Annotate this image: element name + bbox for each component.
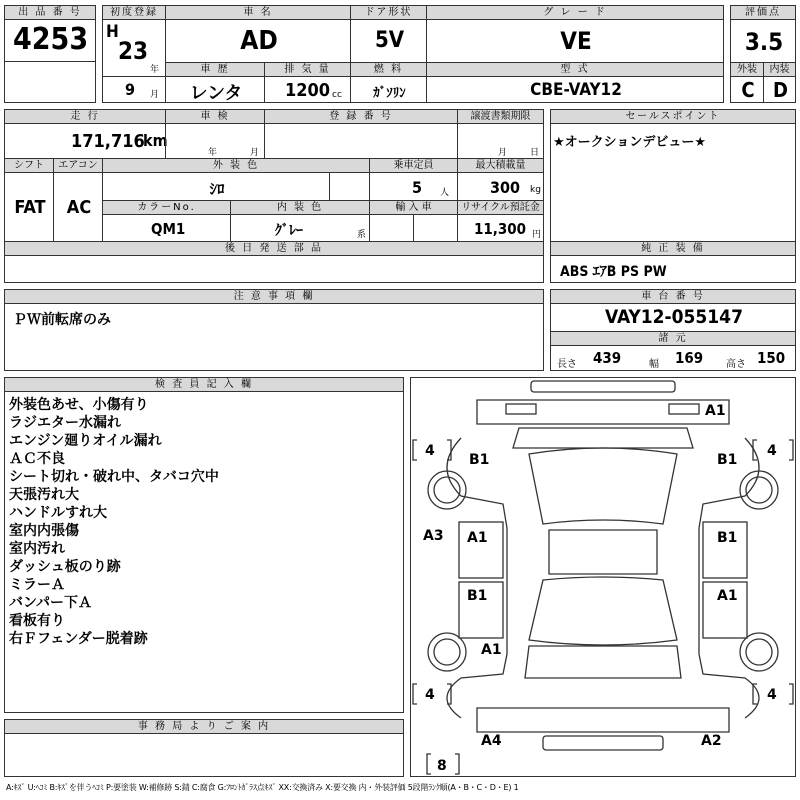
sales-point-cell — [550, 123, 796, 242]
capacity-header: 乗車定員 — [369, 158, 458, 173]
import-header: 輸 入 車 — [369, 200, 458, 215]
mileage: 171,716 — [71, 131, 145, 152]
mark-left-rear-door: B1 — [467, 588, 488, 604]
color-no: QM1 — [151, 220, 186, 238]
model-cell — [426, 76, 724, 103]
capacity: 5 — [412, 178, 423, 197]
ext-color: ｼﾛ — [209, 180, 225, 198]
recycle-header: リサイクル預託金 — [457, 200, 544, 215]
exterior-grade-cell — [730, 76, 764, 103]
lot-no-header: 出 品 番 号 — [4, 5, 96, 20]
interior-header: 内装 — [763, 62, 796, 77]
legend: A:ｷｽﾞ U:ﾍｺﾐ B:ｷｽﾞを伴うﾍｺﾐ P:要塗装 W:補修跡 S:錆 C:腐食 G:ﾌﾛﾝﾄｶﾞﾗｽ点ｷｽﾞ XX:交換済み X:要交換 内・外装評価 5段階ﾗﾝｸ順(A・B・C・D・E) 1 — [6, 783, 519, 792]
mark-right-front-fender: B1 — [717, 452, 738, 468]
mark-left-rear-fender: A1 — [481, 642, 502, 658]
rear-bumper-outline — [477, 708, 729, 732]
rear-glass-outline — [529, 577, 677, 645]
first-reg-header: 初度登録 — [102, 5, 166, 20]
first-reg-month-cell — [102, 76, 166, 103]
model: CBE-VAY12 — [530, 80, 622, 100]
tailgate-outline — [525, 646, 681, 678]
month-unit: 月 — [150, 90, 160, 100]
tire-right-front: 4 — [767, 443, 777, 459]
caution-cell — [4, 303, 544, 371]
transfer-deadline-cell — [457, 123, 544, 159]
front-grille-outline — [506, 404, 536, 414]
tire-left-front: 4 — [425, 443, 435, 459]
history-header: 車 歴 — [165, 62, 265, 77]
deadline-day-unit: 日 — [530, 148, 540, 158]
history-cell — [165, 76, 265, 103]
interior-grade-cell — [763, 76, 796, 103]
front-plate-outline — [531, 381, 675, 392]
color-no-cell — [102, 214, 231, 242]
mark-left-front-door: A1 — [467, 530, 488, 546]
mileage-unit: km — [143, 131, 168, 150]
inspector-note: エンジン廻りオイル漏れ — [9, 433, 162, 449]
ext-color-extra-cell — [329, 172, 370, 201]
inspector-note: 外装色あせ、小傷有り — [9, 397, 149, 413]
inspector-notes-cell — [4, 391, 404, 713]
width: 169 — [675, 349, 704, 367]
mileage-cell — [4, 123, 166, 159]
displacement-unit: cc — [332, 90, 342, 100]
fuel: ｶﾞｿﾘﾝ — [373, 86, 406, 101]
roof-outline — [549, 530, 657, 574]
int-color-unit: 系 — [357, 230, 367, 240]
inspector-note: ミラーＡ — [9, 577, 65, 593]
sales-point: ★オークションデビュー★ — [553, 135, 707, 150]
length: 439 — [593, 349, 622, 367]
later-parts-header: 後 日 発 送 部 品 — [4, 241, 544, 256]
door-cell — [350, 19, 427, 63]
car-name-cell — [165, 19, 351, 63]
door-header: ドア形状 — [350, 5, 427, 20]
import-cell-a — [369, 214, 414, 242]
transfer-deadline-header: 譲渡書類期限 — [457, 109, 544, 124]
shift-header: シフト — [4, 158, 54, 173]
capacity-unit: 人 — [440, 188, 450, 198]
car-diagram-panel — [410, 377, 796, 777]
caution-header: 注 意 事 項 欄 — [4, 289, 544, 304]
import-cell-b — [413, 214, 458, 242]
mileage-header: 走 行 — [4, 109, 166, 124]
int-color-header: 内 装 色 — [230, 200, 370, 215]
capacity-cell — [369, 172, 458, 201]
front-grille-outline-right — [669, 404, 699, 414]
caution: ＰＷ前転席のみ — [13, 312, 111, 328]
reg-no-header: 登 録 番 号 — [264, 109, 458, 124]
mark-rear-bumper-left: A4 — [481, 733, 502, 749]
max-load-cell — [457, 172, 544, 201]
max-load-unit: kg — [530, 185, 541, 195]
inspector-note: 天張汚れ大 — [9, 487, 79, 503]
specs-header: 諸 元 — [550, 331, 796, 346]
windshield-outline — [529, 448, 677, 524]
int-color-cell — [230, 214, 370, 242]
width-label: 幅 — [649, 359, 659, 370]
mark-left-front-fender: B1 — [469, 452, 490, 468]
recycle-cell — [457, 214, 544, 242]
max-load-header: 最大積載量 — [457, 158, 544, 173]
door-type: 5V — [374, 28, 405, 53]
car-name: AD — [240, 26, 278, 56]
recycle: 11,300 — [474, 220, 527, 238]
displacement-header: 排 気 量 — [264, 62, 351, 77]
recycle-unit: 円 — [532, 230, 542, 240]
inspector-note: ＡＣ不良 — [9, 451, 65, 467]
ext-color-cell — [102, 172, 330, 201]
inspector-note: ラジエター水漏れ — [9, 415, 121, 431]
score: 3.5 — [744, 28, 784, 56]
car-name-header: 車 名 — [165, 5, 351, 20]
inspector-note: 右Ｆフェンダー脱着跡 — [9, 631, 148, 647]
fuel-header: 燃 料 — [350, 62, 427, 77]
rear-plate-outline — [543, 736, 663, 750]
shift-cell — [4, 172, 54, 242]
first-reg-year: 23 — [118, 37, 149, 65]
tire-spare: 8 — [437, 758, 447, 774]
interior-grade: D — [773, 78, 788, 102]
first-reg-month: 9 — [125, 80, 136, 99]
mark-rear-bumper-right: A2 — [701, 733, 722, 749]
aircon: AC — [66, 197, 92, 218]
grade-header: グ レ ー ド — [426, 5, 724, 20]
inspector-notes-list — [9, 396, 219, 648]
max-load: 300 — [490, 178, 521, 197]
office-info-header: 事 務 局 よ り ご 案 内 — [4, 719, 404, 734]
inspector-note: 室内内張傷 — [9, 523, 79, 539]
ext-color-header: 外 装 色 — [102, 158, 370, 173]
lot-no-cell — [4, 19, 96, 62]
inspection-header: 車 検 — [165, 109, 265, 124]
car-diagram — [411, 378, 795, 776]
lot-no-lower — [4, 61, 96, 103]
deadline-month-unit: 月 — [498, 148, 508, 158]
reg-no-cell — [264, 123, 458, 159]
inspector-note: ダッシュ板のり跡 — [9, 559, 121, 575]
year-unit: 年 — [150, 65, 160, 75]
aircon-header: エアコン — [53, 158, 103, 173]
sales-point-header: セールスポイント — [550, 109, 796, 124]
era: H — [106, 22, 119, 42]
inspection-cell — [165, 123, 265, 159]
grade-cell — [426, 19, 724, 63]
mark-right-rear-door: A1 — [717, 588, 738, 604]
first-reg-cell — [102, 19, 166, 77]
inspector-note: 看板有り — [9, 613, 65, 629]
tire-right-rear: 4 — [767, 687, 777, 703]
inspection-month-unit: 月 — [250, 148, 260, 158]
inspector-note: 室内汚れ — [9, 541, 65, 557]
history: レンタ — [189, 83, 243, 104]
int-color: ｸﾞﾚｰ — [275, 223, 303, 239]
model-header: 型 式 — [426, 62, 724, 77]
genuine-equip-cell — [550, 255, 796, 283]
inspection-year-unit: 年 — [208, 148, 218, 158]
chassis-no-header: 車 台 番 号 — [550, 289, 796, 304]
genuine-equip: ABS ｴｱB PS PW — [560, 264, 667, 280]
hood-outline — [513, 428, 693, 448]
lot-no: 4253 — [13, 22, 89, 57]
inspector-notes-header: 検 査 員 記 入 欄 — [4, 377, 404, 392]
tire-left-rear: 4 — [425, 687, 435, 703]
mark-front-bumper: A1 — [705, 403, 726, 419]
inspector-note: シート切れ・破れ中、タバコ穴中 — [9, 469, 219, 485]
score-header: 評価点 — [730, 5, 796, 20]
genuine-equip-header: 純 正 装 備 — [550, 241, 796, 256]
height-label: 高さ — [726, 359, 746, 370]
displacement-cell — [264, 76, 351, 103]
mark-left-pillar: A3 — [423, 528, 444, 544]
exterior-header: 外装 — [730, 62, 764, 77]
score-cell — [730, 19, 796, 63]
aircon-cell — [53, 172, 103, 242]
height: 150 — [757, 349, 786, 367]
displacement: 1200 — [285, 80, 331, 101]
grade: VE — [560, 27, 592, 55]
office-info-cell — [4, 733, 404, 777]
mark-right-front-door: B1 — [717, 530, 738, 546]
specs-cell — [550, 345, 796, 371]
inspector-note: バンパー下Ａ — [9, 595, 93, 611]
chassis-no-cell — [550, 303, 796, 332]
inspector-note: ハンドルすれ大 — [9, 505, 107, 521]
exterior-grade: C — [741, 78, 755, 102]
fuel-cell — [350, 76, 427, 103]
shift: FAT — [14, 197, 46, 218]
chassis-no: VAY12-055147 — [605, 306, 743, 328]
later-parts-cell — [4, 255, 544, 283]
color-no-header: カラーNo. — [102, 200, 231, 215]
length-label: 長さ — [557, 359, 577, 370]
